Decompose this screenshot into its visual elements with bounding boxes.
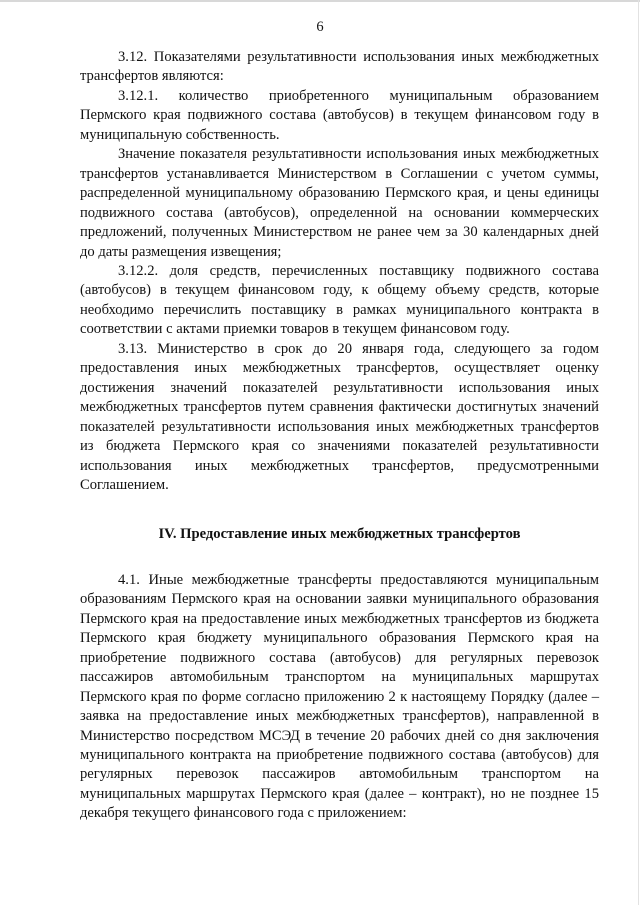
right-scan-edge <box>638 0 639 905</box>
paragraph-3-12: 3.12. Показателями результативности использования иных межбюджетных трансфертов являются: <box>80 49 599 85</box>
document-body <box>80 48 599 824</box>
page-number: 6 <box>316 19 324 35</box>
paragraph-3-12-1: 3.12.1. количество приобретенного муниципальным образованием Пермского края подвижного состава (автобусов) в текущем финансовом году в муниципальную собственность. <box>80 87 599 143</box>
paragraph-4-1: 4.1. Иные межбюджетные трансферты предоставляются муниципальным образованиям Пермского края на основании заявки муниципального образования Пермского края на предоставление иных межбюджетных трансфертов из бюджета Пермского края бюджету муниципального образования Пермского края на приобретение подвижного состава (автобусов) для регулярных перевозок пассажиров автомобильным транспортом на муниципальных маршрутах Пермского края по форме согласно приложению 2 к настоящему Порядку (далее – заявка на предоставление иных межбюджетных трансфертов), направленной в Министерство посредством МСЭД в течение 20 рабочих дней со дня заключения муниципального контракта на приобретение подвижного состава (автобусов) для регулярных перевозок пассажиров автомобильным транспортом на муниципальных маршрутах Пермского края (далее – контракт), но не позднее 15 декабря текущего финансового года с приложением: <box>80 571 599 822</box>
section-heading: IV. Предоставление иных межбюджетных трансфертов <box>158 526 521 543</box>
paragraph-3-12-2: 3.12.2. доля средств, перечисленных поставщику подвижного состава (автобусов) в текущем финансовом году, к общему объему средств, которые необходимо перечислить поставщику в рамках муниципального контракта в соответствии с актами приемки товаров в текущем финансовом году. <box>80 262 599 338</box>
top-scan-edge <box>0 0 640 2</box>
paragraph-indicator-value: Значение показателя результативности использования иных межбюджетных трансфертов устанавливается Министерством в Соглашении с учетом суммы, распределенной муниципальному образованию Пермского края, и цены единицы подвижного состава (автобусов), определенной на основании коммерческих предложений, полученных Министерством не ранее чем за 30 календарных дней до даты размещения извещения; <box>80 146 599 260</box>
paragraph-3-13: 3.13. Министерство в срок до 20 января года, следующего за годом предоставления иных межбюджетных трансфертов, осуществляет оценку достижения значений показателей результативности использования иных межбюджетных трансфертов путем сравнения фактически достигнутых значений показателей результативности использования иных межбюджетных трансфертов из бюджета Пермского края со значениями показателей результативности использования иных межбюджетных трансфертов, предусмотренными Соглашением. <box>80 340 599 493</box>
